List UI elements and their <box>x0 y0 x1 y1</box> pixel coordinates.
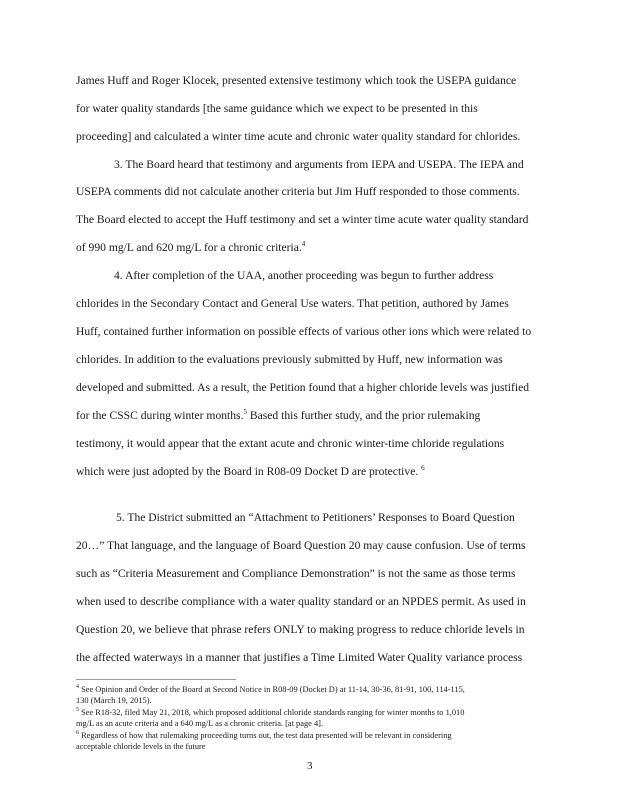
body-line: such as “Criteria Measurement and Compliance Demonstration” is not the same as those terms <box>76 567 516 580</box>
footnote-text: See Opinion and Order of the Board at Second Notice in R08-09 (Docket D) at 11-14, 30-36, 81-91, 100, 114-115, <box>79 685 465 694</box>
footnote <box>76 685 465 695</box>
body-line: The Board elected to accept the Huff testimony and set a winter time acute water quality standard <box>76 213 529 226</box>
body-line-text: Based this further study, and the prior rulemaking <box>246 409 481 422</box>
body-line <box>76 409 480 423</box>
footnote-text: 130 (March 19, 2015). <box>76 696 152 705</box>
body-line-text: for the CSSC during winter months. <box>76 409 244 422</box>
body-line-text: of 990 mg/L and 620 mg/L for a chronic criteria. <box>76 241 302 254</box>
body-line: 20…” That language, and the language of Board Question 20 may cause confusion. Use of terms <box>76 539 526 552</box>
footnote-text: acceptable chloride levels in the future <box>76 742 206 751</box>
body-line: testimony, it would appear that the extant acute and chronic winter-time chloride regulations <box>76 437 505 450</box>
footnote-ref: 6 <box>421 464 425 473</box>
body-line: proceeding] and calculated a winter time acute and chronic water quality standard for chlorides. <box>76 130 521 143</box>
footnote-text: mg/L as an acute criteria and a 640 mg/L as a chronic criteria. [at page 4]. <box>76 719 324 728</box>
footnote <box>76 719 323 729</box>
footnote-ref: 4 <box>301 240 306 249</box>
body-line: Huff, contained further information on possible effects of various other ions which were related to <box>76 325 532 338</box>
body-line: the affected waterways in a manner that justifies a Time Limited Water Quality variance process <box>76 651 523 664</box>
footnote <box>76 696 152 706</box>
body-line <box>76 241 305 255</box>
body-line: chlorides. In addition to the evaluations previously submitted by Huff, new information was <box>76 353 503 366</box>
footnote <box>76 731 452 741</box>
body-line: when used to describe compliance with a water quality standard or an NPDES permit. As used in <box>76 595 526 608</box>
body-line: USEPA comments did not calculate another criteria but Jim Huff responded to those comments. <box>76 185 520 198</box>
body-line: chlorides in the Secondary Contact and General Use waters. That petition, authored by James <box>76 297 509 310</box>
footnote-text: See R18-32, filed May 21, 2018, which proposed additional chloride standards ranging for winter months to 1,010 <box>79 708 465 717</box>
body-line: 3. The Board heard that testimony and arguments from IEPA and USEPA. The IEPA and <box>114 158 524 171</box>
footnote-text: Regardless of how that rulemaking proceeding turns out, the test data presented will be relevant in considering <box>79 731 452 740</box>
footnote <box>76 742 206 752</box>
body-line-text: which were just adopted by the Board in R08-09 Docket D are protective. <box>76 465 422 478</box>
page-number: 3 <box>307 760 313 772</box>
body-line: developed and submitted. As a result, the Petition found that a higher chloride levels was justified <box>76 381 530 394</box>
footnote-mark: 6 <box>76 730 79 737</box>
body-line: James Huff and Roger Klocek, presented extensive testimony which took the USEPA guidance <box>76 74 517 87</box>
body-line: 5. The District submitted an “Attachment to Petitioners’ Responses to Board Question <box>116 511 515 524</box>
body-line: for water quality standards [the same guidance which we expect to be presented in this <box>76 102 478 115</box>
footnote-ref: 5 <box>243 408 247 417</box>
body-line: 4. After completion of the UAA, another proceeding was begun to further address <box>114 269 494 282</box>
body-line: Question 20, we believe that phrase refers ONLY to making progress to reduce chloride levels in <box>76 623 525 636</box>
footnote-divider <box>76 679 236 680</box>
body-line <box>76 465 425 479</box>
footnote-mark: 4 <box>76 684 79 691</box>
footnote-mark: 5 <box>76 707 79 714</box>
footnote <box>76 708 464 718</box>
